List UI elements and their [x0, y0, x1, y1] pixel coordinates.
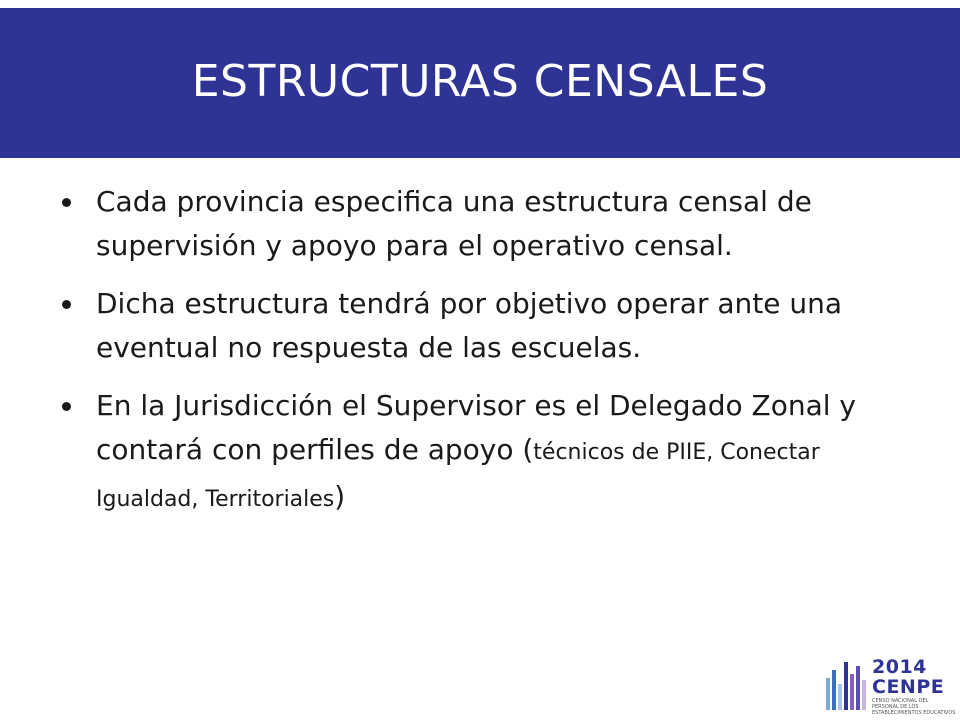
bullet-text-small: técnicos de PIIE, Conectar Igualdad, Territoriales [96, 440, 820, 512]
logo-year: 2014 [872, 656, 927, 678]
cenpe-logo [826, 656, 956, 716]
bullet-dot-icon [62, 198, 71, 207]
title-bar [0, 8, 960, 158]
bullet-item [56, 180, 916, 268]
bullet-item [56, 384, 916, 522]
slide-title: ESTRUCTURAS CENSALES [191, 55, 769, 107]
logo-subtitle: CENSO NACIONAL DEL PERSONAL DE LOS ESTABLECIMIENTOS EDUCATIVOS [872, 698, 956, 716]
bullet-text-end: ) [334, 480, 346, 513]
bullet-dot-icon [62, 300, 71, 309]
bullet-dot-icon [62, 402, 71, 411]
bullet-list [56, 180, 916, 536]
bullet-text: Cada provincia especifica una estructura censal de supervisión y apoyo para el operativo censal. [96, 185, 812, 262]
bullet-item [56, 282, 916, 370]
bullet-text: En la Jurisdicción el Supervisor es el Delegado Zonal y contará con perfiles de apoyo ( [96, 389, 856, 466]
logo-name: CENPE [872, 676, 945, 698]
logo-bars-icon [826, 658, 868, 710]
bullet-text: Dicha estructura tendrá por objetivo operar ante una eventual no respuesta de las escuelas. [96, 287, 843, 364]
